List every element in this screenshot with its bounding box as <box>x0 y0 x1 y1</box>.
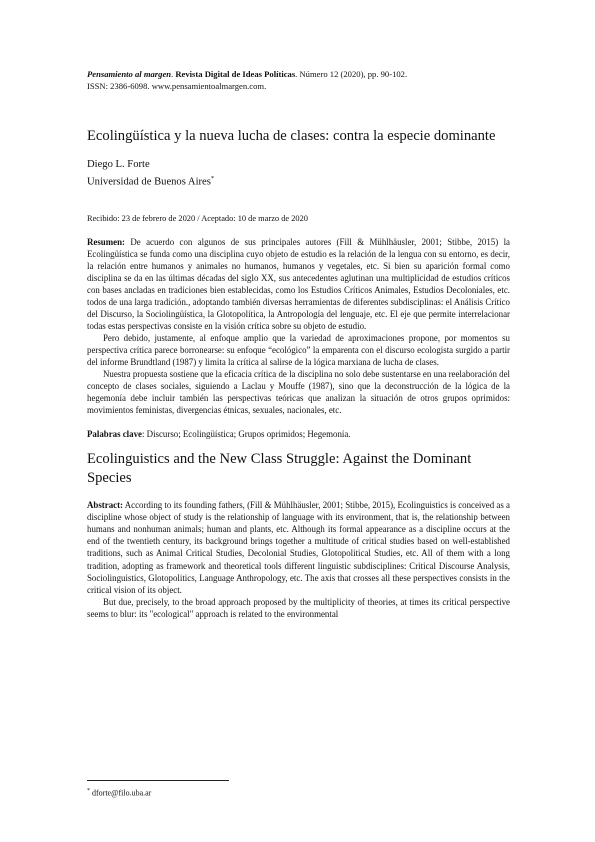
abstract-paragraph-2: But due, precisely, to the broad approach proposed by the multiplicity of theories, at times its critical perspective seems to blur: its "ecological" approach is related to the environmental <box>87 596 510 619</box>
keywords-line <box>87 428 510 440</box>
author-block <box>87 158 510 190</box>
abstract-section <box>87 499 510 619</box>
author-affiliation: Universidad de Buenos Aires* <box>87 175 215 188</box>
abstract-paragraph-1: Abstract: According to its founding fathers, (Fill & Mühlhäusler, 2001; Stibbe, 2015), Ecolinguistics is conceived as a discipline whose object of study is the relationship of language with its environment, that is, the relationship between humans and nonhuman animals; human and plants, etc. Although its formal appearance as a discipline occurs at the end of the twentieth century, its background brings together a multitude of critical studies based on well-established traditions, such as Animal Critical Studies, Decolonial Studies, Glotopolitical Studies, etc. All of them with a long tradition, adopting as framework and theoretical tools different linguistic subdisciplines: Critical Discourse Analysis, Sociolinguistics, Glotopolitics, Language Anthropology, etc. The axis that crosses all these perspectives consists in the critical vision of its object. <box>87 500 510 595</box>
issue-info: . Número 12 (2020), pp. 90-102. <box>295 69 408 79</box>
footnote <box>87 788 151 798</box>
citation-line: Pensamiento al margen. Revista Digital de Ideas Políticas. Número 12 (2020), pp. 90-102. <box>87 69 408 79</box>
footnote-divider <box>87 780 229 781</box>
article-title-es: Ecolingüística y la nueva lucha de clases: contra la especie dominante <box>87 128 496 144</box>
resumen-paragraph-3: Nuestra propuesta sostiene que la eficacia crítica de la disciplina no solo debe sustentarse en una reelaboración del concepto de clases sociales, siguiendo a Laclau y Mouffe (1987), sino que la deconstrucción de la lógica de la hegemonía debe incluir también las perspectivas teóricas que analizan la situación de otros grupos oprimidos: movimientos feministas, divergencias étnicas, sexuales, nacionales, etc. <box>87 369 510 416</box>
resumen-section <box>87 236 510 417</box>
journal-name: Pensamiento al margen <box>87 69 172 79</box>
keywords-label: Palabras clave <box>87 429 142 440</box>
received-dates: Recibido: 23 de febrero de 2020 / Aceptado: 10 de marzo de 2020 <box>87 213 308 223</box>
footnote-email: dforte@filo.uba.ar <box>90 788 152 798</box>
article-title-en: Ecolinguistics and the New Class Struggle: Against the Dominant Species <box>87 451 472 487</box>
journal-header <box>87 68 510 92</box>
footnote-symbol: * <box>87 788 90 794</box>
abstract-label: Abstract: <box>87 500 123 511</box>
journal-subtitle: Revista Digital de Ideas Políticas <box>175 69 296 79</box>
keywords-text: : Discurso; Ecolingüística; Grupos oprimidos; Hegemonía. <box>141 429 351 440</box>
author-name: Diego L. Forte <box>87 159 150 170</box>
issn-line: ISSN: 2386-6098. www.pensamientoalmargen.com. <box>87 81 267 91</box>
resumen-paragraph-1: Resumen: De acuerdo con algunos de sus principales autores (Fill & Mühlhäusler, 2001; Stibbe, 2015) la Ecolingüística se funda como una disciplina cuyo objeto de estudio es la relación de la lengua con su entorno, es decir, la relación entre humanos y animales no humanos, humanos y vegetales, etc. Si bien su aparición formal como disciplina se da en las últimas décadas del siglo XX, sus antecedentes aglutinan una multiplicidad de estudios críticos con bases ancladas en tradiciones bien establecidas, como los Estudios Críticos Animales, Estudios Decoloniales, etc. todos de una larga tradición., adoptando también diversas herramientas de diferentes subdisciplinas: el Análisis Crítico del Discurso, la Sociolingüística, la Glotopolítica, la Antropología del lenguaje, etc. El eje que permite interrelacionar todas estas perspectivas consiste en la visión crítica sobre su objeto de estudio. <box>87 236 510 331</box>
resumen-label: Resumen: <box>87 236 125 247</box>
resumen-paragraph-2: Pero debido, justamente, al enfoque amplio que la variedad de aproximaciones propone, por momentos su perspectiva crítica parece borronearse: su enfoque “ecológico” la emparenta con el discurso ecologista surgido a partir del informe Brundtland (1987) y limita la crítica al salirse de la lógica marxiana de lucha de clases. <box>87 332 510 367</box>
article-page <box>87 68 510 620</box>
footnote-mark: * <box>210 175 215 182</box>
